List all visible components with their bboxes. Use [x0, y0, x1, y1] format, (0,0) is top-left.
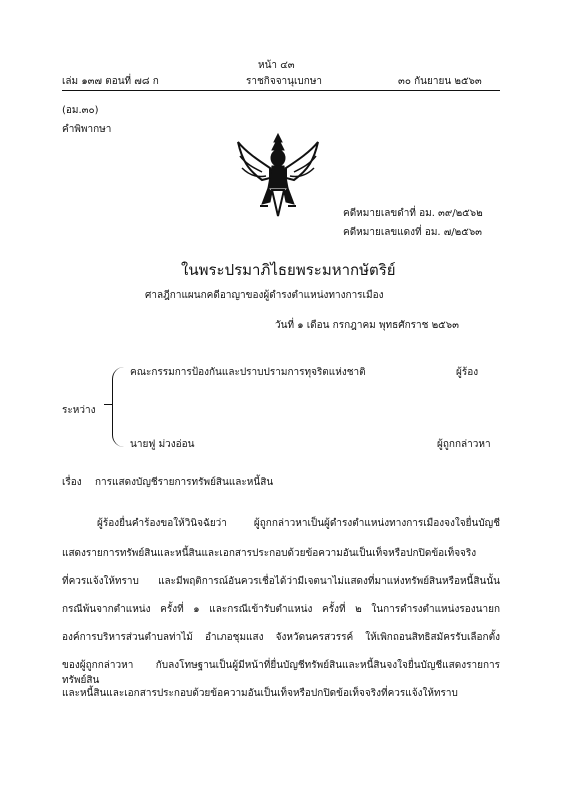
case-number-red: คดีหมายเลขแดงที่ อม. ๗/๒๕๖๓ [343, 227, 483, 238]
page-number: หน้า ๔๓ [258, 60, 295, 71]
body-line: องค์การบริหารส่วนตำบลท่าไม้ อำเภอชุมแสง จังหวัดนครสวรรค์ ให้เพิกถอนสิทธิสมัครรับเลือกตั้ง [62, 632, 500, 643]
body-line: แสดงรายการทรัพย์สินและหนี้สินและเอกสารประกอบด้วยข้อความอันเป็นเท็จหรือปกปิดข้อเท็จจริง [62, 548, 477, 559]
gazette-volume: เล่ม ๑๓๗ ตอนที่ ๗๘ ก [62, 76, 159, 87]
plaintiff-role: ผู้ร้อง [456, 367, 479, 378]
party-brace [112, 367, 125, 447]
royal-heading: ในพระปรมาภิไธยพระมหากษัตริย์ [181, 261, 396, 279]
between-label: ระหว่าง [62, 405, 96, 416]
garuda-emblem-icon [232, 130, 324, 222]
form-code: (อม.๓๐) [62, 105, 99, 116]
body-line: กรณีพ้นจากตำแหน่ง ครั้งที่ ๑ และกรณีเข้ารับตำแหน่ง ครั้งที่ ๒ ในการดำรงตำแหน่งรองนายก [62, 604, 500, 615]
subject-label: เรื่อง [62, 477, 82, 488]
document-type: คำพิพากษา [62, 124, 112, 135]
court-name: ศาลฎีกาแผนกคดีอาญาของผู้ดำรงตำแหน่งทางการเมือง [145, 290, 384, 301]
defendant-name: นายฟู ม่วงอ่อน [130, 439, 195, 450]
party-brace-tip [104, 404, 112, 405]
case-number-black: คดีหมายเลขดำที่ อม. ๓๙/๒๕๖๒ [343, 208, 483, 219]
header-divider [62, 90, 500, 91]
body-line: ที่ควรแจ้งให้ทราบ และมีพฤติการณ์อันควรเชื่อได้ว่ามีเจตนาไม่แสดงที่มาแห่งทรัพย์สินหรือหนี้สินนั้น [62, 576, 500, 587]
gazette-name: ราชกิจจานุเบกษา [246, 76, 323, 87]
body-line: ผู้ร้องยื่นคำร้องขอให้วินิจฉัยว่า ผู้ถูกกล่าวหาเป็นผู้ดำรงตำแหน่งทางการเมืองจงใจยื่นบัญชี [97, 518, 500, 529]
body-line: และหนี้สินและเอกสารประกอบด้วยข้อความอันเป็นเท็จหรือปกปิดข้อเท็จจริงที่ควรแจ้งให้ทราบ [62, 688, 458, 699]
gazette-date: ๓๐ กันยายน ๒๕๖๓ [398, 76, 482, 87]
body-line: ของผู้ถูกกล่าวหา กับลงโทษฐานเป็นผู้มีหน้าที่ยื่นบัญชีทรัพย์สินและหนี้สินจงใจยื่นบัญชีแสดงรายการทรัพย์สิน [62, 660, 500, 686]
defendant-role: ผู้ถูกกล่าวหา [437, 439, 491, 450]
subject-text: การแสดงบัญชีรายการทรัพย์สินและหนี้สิน [95, 477, 274, 488]
plaintiff-name: คณะกรรมการป้องกันและปราบปรามการทุจริตแห่งชาติ [130, 367, 366, 378]
decision-date: วันที่ ๑ เดือน กรกฎาคม พุทธศักราช ๒๕๖๓ [275, 320, 459, 331]
